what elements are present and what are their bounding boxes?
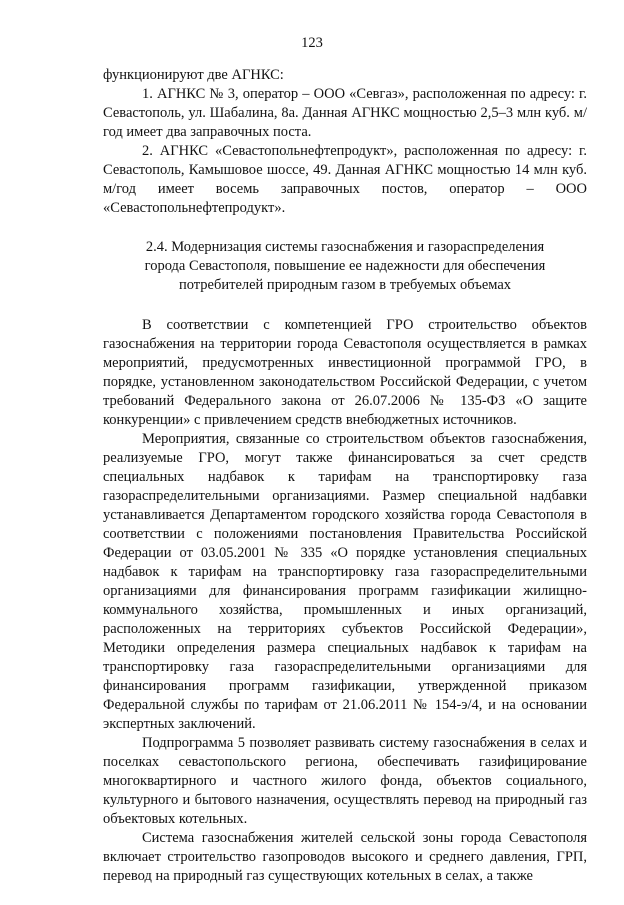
- paragraph-4: Система газоснабжения жителей сельской зоны города Севастополя включает строительство газопроводов высокого и среднего давления, ГРП, перевод на природный газ существующих котельных в селах, а также: [103, 830, 587, 884]
- page-number: 123: [301, 35, 323, 51]
- page-body: [103, 66, 587, 886]
- section-heading-line-1: 2.4. Модернизация системы газоснабжения и газораспределения: [145, 239, 545, 255]
- section-heading-line-3: потребителей природным газом в требуемых объемах: [178, 277, 512, 293]
- paragraph-1: В соответствии с компетенцией ГРО строительство объектов газоснабжения на территории города Севастополя осуществляется в рамках мероприятий, предусмотренных инвестиционной программой ГРО, в порядке, установленном законодательством Российской Федерации, с учетом требований Федерального закона от 26.07.2006 № 135-ФЗ «О защите конкуренции» с привлечением средств внебюджетных источников.: [103, 317, 587, 428]
- paragraph-3: Подпрограмма 5 позволяет развивать систему газоснабжения в селах и поселках севастопольского региона, обеспечивать газифицирование многоквартирного и частного жилого фонда, объектов социального, культурного и бытового назначения, осуществлять перевод на природный газ объектовых котельных.: [103, 735, 587, 827]
- section-heading-line-2: города Севастополя, повышение ее надежности для обеспечения: [144, 258, 546, 274]
- station-item-1: 1. АГНКС № 3, оператор – ООО «Севгаз», расположенная по адресу: г. Севастополь, ул. Шабалина, 8а. Данная АГНКС мощностью 2,5–3 млн куб. м/год имеет два заправочных поста.: [103, 86, 587, 140]
- intro-line: функционируют две АГНКС:: [103, 67, 284, 83]
- station-item-2: 2. АГНКС «Севастопольнефтепродукт», расположенная по адресу: г. Севастополь, Камышовое шоссе, 49. Данная АГНКС мощностью 14 млн куб. м/год имеет восемь заправочных постов, оператор – ООО «Севастопольнефтепродукт».: [103, 143, 587, 216]
- section-heading: [103, 238, 587, 295]
- paragraph-2: Мероприятия, связанные со строительством объектов газоснабжения, реализуемые ГРО, могут также финансироваться за счет средств специальных надбавок к тарифам на транспортировку газа газораспределительными организациями. Размер специальной надбавки устанавливается Департаментом городского хозяйства города Севастополя в соответствии с положениями постановления Правительства Российской Федерации от 03.05.2001 № 335 «О порядке установления специальных надбавок к тарифам на транспортировку газа газораспределительными организациями для финансирования программ газификации жилищно-коммунального хозяйства, промышленных и иных организаций, расположенных на территориях субъектов Российской Федерации», Методики определения размера специальных надбавок к тарифам на транспортировку газа газораспределительными организациями для финансирования программ газификации, утвержденной приказом Федеральной службы по тарифам от 21.06.2011 № 154-э/4, и на основании экспертных заключений.: [103, 431, 587, 732]
